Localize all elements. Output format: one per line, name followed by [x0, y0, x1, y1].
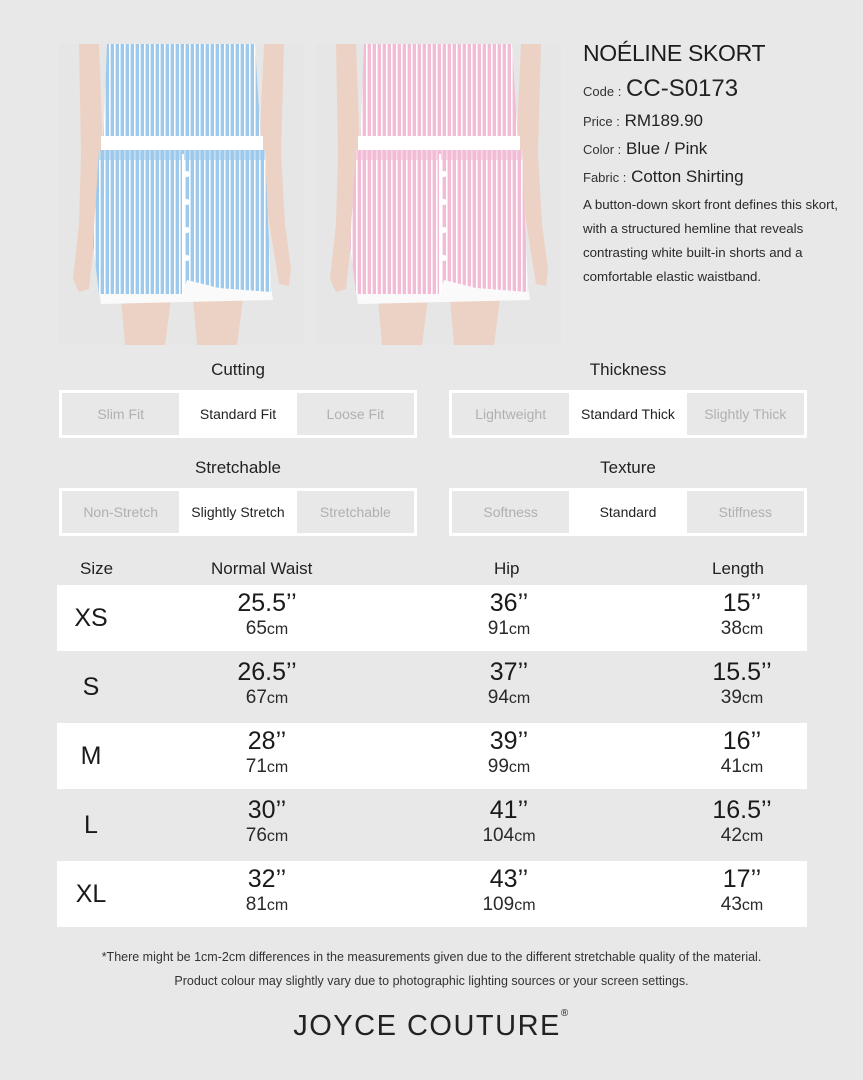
- hip-inches: 43’’: [489, 865, 529, 893]
- product-description: A button-down skort front defines this skort, with a structured hemline that reveals contrasting white built-in shorts and a comfortable elastic waistband.: [583, 197, 838, 284]
- attribute-title: Stretchable: [195, 458, 281, 477]
- measurement-note: *There might be 1cm-2cm differences in the measurements given due to the different stretchable quality of the material.: [101, 950, 762, 964]
- waist-cm: 81cm: [245, 894, 289, 915]
- product-title: NOÉLINE SKORT: [583, 40, 766, 66]
- attribute-option: Slim Fit: [97, 406, 144, 422]
- attribute-option: Slightly Thick: [704, 406, 787, 422]
- header-size: Size: [80, 559, 114, 578]
- product-info: [583, 40, 853, 289]
- length-cm: 41cm: [720, 756, 764, 777]
- header-hip: Hip: [494, 559, 520, 578]
- hip-inches: 37’’: [489, 658, 529, 686]
- waist-cell: [207, 798, 327, 845]
- attribute-scale: [449, 488, 807, 536]
- waist-cell: [207, 591, 327, 638]
- attribute-thickness: [449, 360, 807, 438]
- length-cell: [682, 867, 802, 914]
- hip-cm: 99cm: [487, 756, 531, 777]
- hip-inches: 36’’: [489, 589, 529, 617]
- hip-cell: [449, 798, 569, 845]
- color-value: Blue / Pink: [626, 139, 708, 158]
- attribute-option: Lightweight: [475, 406, 547, 422]
- waist-inches: 25.5’’: [237, 589, 297, 617]
- length-cell: [682, 591, 802, 638]
- attribute-scale: [59, 488, 417, 536]
- product-price: [583, 111, 853, 131]
- product-photo-pink: [316, 44, 561, 345]
- hip-cell: [449, 591, 569, 638]
- hip-cm: 109cm: [482, 894, 536, 915]
- hip-cm: 94cm: [487, 687, 531, 708]
- brand-logo: [0, 1010, 863, 1043]
- attribute-title: Cutting: [211, 360, 265, 379]
- brand-name: JOYCE COUTURE: [293, 1010, 561, 1042]
- attribute-option: Slightly Stretch: [179, 491, 296, 533]
- fabric-label: Fabric :: [583, 170, 627, 185]
- product-fabric: [583, 167, 853, 187]
- attribute-texture: [449, 458, 807, 536]
- length-cm: 38cm: [720, 618, 764, 639]
- size-chart: [57, 585, 807, 927]
- attribute-cutting: [59, 360, 417, 438]
- attribute-option: Standard Thick: [569, 393, 686, 435]
- product-color: [583, 139, 853, 159]
- size-row: L 30’’ 76cm 41’’ 104cm 16.5’’ 42cm: [57, 792, 807, 858]
- length-cell: [682, 729, 802, 776]
- hip-inches: 41’’: [489, 796, 529, 824]
- hip-cell: [449, 729, 569, 776]
- attribute-option: Stiffness: [718, 504, 773, 520]
- hip-cm: 91cm: [487, 618, 531, 639]
- hip-cell: [449, 867, 569, 914]
- product-code: [583, 75, 853, 103]
- attribute-option: Softness: [483, 504, 538, 520]
- attribute-stretchable: [59, 458, 417, 536]
- attribute-option: Loose Fit: [326, 406, 385, 422]
- code-value: CC-S0173: [626, 75, 739, 102]
- size-row: S 26.5’’ 67cm 37’’ 94cm 15.5’’ 39cm: [57, 654, 807, 720]
- hip-cm: 104cm: [482, 825, 536, 846]
- code-label: Code :: [583, 84, 622, 99]
- length-cell: [682, 660, 802, 707]
- waist-cell: [207, 729, 327, 776]
- attribute-title: Thickness: [589, 360, 667, 379]
- size-row: XS 25.5’’ 65cm 36’’ 91cm 15’’ 38cm: [57, 585, 807, 651]
- registered-mark: ®: [560, 1008, 570, 1019]
- colour-note: Product colour may slightly vary due to photographic lighting sources or your screen settings.: [174, 974, 689, 988]
- price-label: Price :: [583, 114, 620, 129]
- attribute-title: Texture: [600, 458, 656, 477]
- waist-inches: 28’’: [247, 727, 287, 755]
- length-inches: 17’’: [722, 865, 762, 893]
- attribute-scale: [59, 390, 417, 438]
- length-cell: [682, 798, 802, 845]
- length-inches: 16’’: [722, 727, 762, 755]
- attribute-option: Stretchable: [319, 504, 391, 520]
- waist-cell: [207, 867, 327, 914]
- price-value: RM189.90: [624, 111, 704, 130]
- waist-cm: 67cm: [245, 687, 289, 708]
- header-length: Length: [712, 559, 764, 578]
- waist-cm: 71cm: [245, 756, 289, 777]
- waist-cell: [207, 660, 327, 707]
- size-chart-header: [57, 559, 807, 583]
- product-photo-blue: [59, 44, 304, 345]
- waist-inches: 30’’: [247, 796, 287, 824]
- hip-inches: 39’’: [489, 727, 529, 755]
- size-row: M 28’’ 71cm 39’’ 99cm 16’’ 41cm: [57, 723, 807, 789]
- waist-cm: 65cm: [245, 618, 289, 639]
- length-cm: 42cm: [720, 825, 764, 846]
- size-row: XL 32’’ 81cm 43’’ 109cm 17’’ 43cm: [57, 861, 807, 927]
- attribute-scale: [449, 390, 807, 438]
- length-cm: 43cm: [720, 894, 764, 915]
- hip-cell: [449, 660, 569, 707]
- attribute-option: Standard: [569, 491, 686, 533]
- waist-inches: 32’’: [247, 865, 287, 893]
- attribute-option: Standard Fit: [179, 393, 296, 435]
- header-waist: Normal Waist: [211, 559, 313, 578]
- length-inches: 15.5’’: [712, 658, 772, 686]
- color-label: Color :: [583, 142, 622, 157]
- length-inches: 15’’: [722, 589, 762, 617]
- waist-cm: 76cm: [245, 825, 289, 846]
- length-cm: 39cm: [720, 687, 764, 708]
- waist-inches: 26.5’’: [237, 658, 297, 686]
- length-inches: 16.5’’: [712, 796, 772, 824]
- fabric-value: Cotton Shirting: [631, 167, 744, 186]
- attribute-option: Non-Stretch: [83, 504, 159, 520]
